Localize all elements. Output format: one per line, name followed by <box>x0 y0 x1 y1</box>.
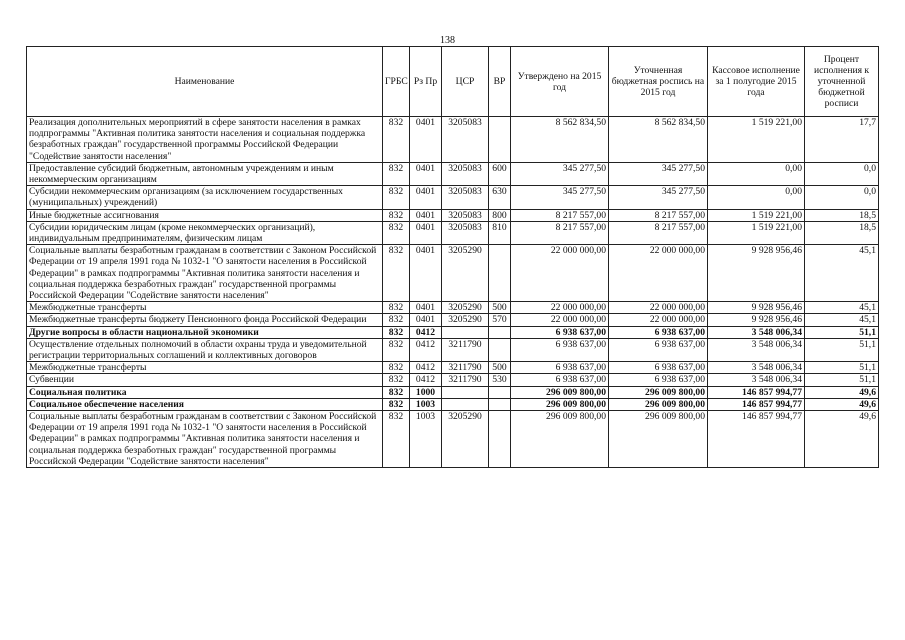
cell-name: Социальные выплаты безработным гражданам в соответствии с Законом Российской Федерации от 19 апреля 1991 года № 1032-1 "О занятости населения в Российской Федерации" в рамках подпрограммы "Активная политика занятости населения и социальная поддержка безработных граждан" государственной программы Российской Федерации "Содействие занятости населения" <box>27 411 383 468</box>
cell-revised: 6 938 637,00 <box>609 362 708 374</box>
cell-rz-pr: 0401 <box>410 314 442 326</box>
table-row <box>27 162 879 185</box>
cell-csr <box>442 326 489 338</box>
cell-revised: 6 938 637,00 <box>609 374 708 386</box>
cell-rz-pr: 0401 <box>410 162 442 185</box>
cell-rz-pr: 0412 <box>410 374 442 386</box>
cell-approved: 6 938 637,00 <box>511 374 609 386</box>
col-header-cash: Кассовое исполнение за 1 полугодие 2015 года <box>708 47 805 117</box>
cell-approved: 6 938 637,00 <box>511 362 609 374</box>
cell-rz-pr: 0401 <box>410 117 442 163</box>
table-row <box>27 221 879 244</box>
cell-vr <box>489 386 511 398</box>
cell-revised: 296 009 800,00 <box>609 411 708 468</box>
cell-cash: 3 548 006,34 <box>708 326 805 338</box>
cell-revised: 345 277,50 <box>609 162 708 185</box>
cell-rz-pr: 0401 <box>410 302 442 314</box>
col-header-approved: Утверждено на 2015 год <box>511 47 609 117</box>
cell-name: Реализация дополнительных мероприятий в сфере занятости населения в рамках подпрограммы "Активная политика занятости населения и социальная поддержка безработных граждан" государственной программы Российской Федерации "Содействие занятости населения" <box>27 117 383 163</box>
cell-revised: 6 938 637,00 <box>609 326 708 338</box>
cell-grbs: 832 <box>383 398 410 410</box>
col-header-revised: Уточненная бюджетная роспись на 2015 год <box>609 47 708 117</box>
cell-grbs: 832 <box>383 162 410 185</box>
cell-vr: 530 <box>489 374 511 386</box>
cell-csr: 3205290 <box>442 302 489 314</box>
cell-rz-pr: 0401 <box>410 245 442 302</box>
table-row <box>27 362 879 374</box>
cell-csr: 3211790 <box>442 338 489 361</box>
cell-csr: 3211790 <box>442 362 489 374</box>
cell-approved: 8 562 834,50 <box>511 117 609 163</box>
cell-grbs: 832 <box>383 245 410 302</box>
cell-grbs: 832 <box>383 411 410 468</box>
cell-grbs: 832 <box>383 186 410 209</box>
table-row <box>27 314 879 326</box>
cell-percent: 0,0 <box>805 162 879 185</box>
cell-cash: 0,00 <box>708 162 805 185</box>
cell-approved: 345 277,50 <box>511 186 609 209</box>
cell-name: Субсидии юридическим лицам (кроме некоммерческих организаций), индивидуальным предпринимателям, физическим лицам <box>27 221 383 244</box>
cell-approved: 296 009 800,00 <box>511 398 609 410</box>
cell-cash: 3 548 006,34 <box>708 362 805 374</box>
cell-rz-pr: 1003 <box>410 398 442 410</box>
col-header-name: Наименование <box>27 47 383 117</box>
cell-approved: 22 000 000,00 <box>511 245 609 302</box>
cell-revised: 22 000 000,00 <box>609 245 708 302</box>
cell-approved: 22 000 000,00 <box>511 302 609 314</box>
cell-name: Осуществление отдельных полномочий в области охраны труда и уведомительной регистрации территориальных соглашений и коллективных договоров <box>27 338 383 361</box>
cell-csr <box>442 398 489 410</box>
cell-csr: 3205290 <box>442 245 489 302</box>
cell-percent: 51,1 <box>805 374 879 386</box>
cell-percent: 17,7 <box>805 117 879 163</box>
cell-grbs: 832 <box>383 362 410 374</box>
cell-rz-pr: 0401 <box>410 209 442 221</box>
cell-rz-pr: 0412 <box>410 338 442 361</box>
table-row <box>27 386 879 398</box>
cell-percent: 45,1 <box>805 314 879 326</box>
cell-grbs: 832 <box>383 386 410 398</box>
cell-name: Межбюджетные трансферты <box>27 362 383 374</box>
table-row <box>27 398 879 410</box>
cell-percent: 51,1 <box>805 326 879 338</box>
cell-name: Другие вопросы в области национальной экономики <box>27 326 383 338</box>
cell-vr: 810 <box>489 221 511 244</box>
cell-vr <box>489 338 511 361</box>
cell-cash: 3 548 006,34 <box>708 338 805 361</box>
table-row <box>27 326 879 338</box>
cell-revised: 345 277,50 <box>609 186 708 209</box>
cell-name: Межбюджетные трансферты бюджету Пенсионного фонда Российской Федерации <box>27 314 383 326</box>
cell-rz-pr: 1000 <box>410 386 442 398</box>
cell-percent: 0,0 <box>805 186 879 209</box>
cell-grbs: 832 <box>383 326 410 338</box>
cell-name: Субсидии некоммерческим организациям (за исключением государственных (муниципальных) учреждений) <box>27 186 383 209</box>
cell-revised: 8 217 557,00 <box>609 209 708 221</box>
cell-percent: 49,6 <box>805 398 879 410</box>
table-row <box>27 374 879 386</box>
table-row <box>27 338 879 361</box>
cell-csr: 3205290 <box>442 314 489 326</box>
cell-name: Субвенции <box>27 374 383 386</box>
cell-vr: 800 <box>489 209 511 221</box>
cell-name: Иные бюджетные ассигнования <box>27 209 383 221</box>
cell-approved: 6 938 637,00 <box>511 326 609 338</box>
cell-name: Предоставление субсидий бюджетным, автономным учреждениям и иным некоммерческим организациям <box>27 162 383 185</box>
cell-cash: 9 928 956,46 <box>708 245 805 302</box>
col-header-csr: ЦСР <box>442 47 489 117</box>
cell-csr: 3211790 <box>442 374 489 386</box>
cell-name: Социальное обеспечение населения <box>27 398 383 410</box>
cell-percent: 18,5 <box>805 209 879 221</box>
budget-table <box>26 46 879 468</box>
cell-revised: 8 217 557,00 <box>609 221 708 244</box>
cell-vr: 630 <box>489 186 511 209</box>
col-header-grbs: ГРБС <box>383 47 410 117</box>
cell-vr <box>489 326 511 338</box>
cell-approved: 296 009 800,00 <box>511 386 609 398</box>
cell-cash: 3 548 006,34 <box>708 374 805 386</box>
cell-approved: 6 938 637,00 <box>511 338 609 361</box>
cell-cash: 0,00 <box>708 186 805 209</box>
col-header-rz-pr: Рз Пр <box>410 47 442 117</box>
cell-revised: 6 938 637,00 <box>609 338 708 361</box>
table-row <box>27 245 879 302</box>
cell-approved: 8 217 557,00 <box>511 209 609 221</box>
cell-percent: 49,6 <box>805 386 879 398</box>
cell-percent: 18,5 <box>805 221 879 244</box>
cell-rz-pr: 0412 <box>410 326 442 338</box>
cell-name: Межбюджетные трансферты <box>27 302 383 314</box>
table-row <box>27 302 879 314</box>
cell-vr: 500 <box>489 362 511 374</box>
col-header-percent: Процент исполнения к уточненной бюджетной росписи <box>805 47 879 117</box>
page-number: 138 <box>440 35 455 46</box>
cell-csr <box>442 386 489 398</box>
cell-csr: 3205083 <box>442 186 489 209</box>
cell-vr: 600 <box>489 162 511 185</box>
cell-cash: 146 857 994,77 <box>708 398 805 410</box>
cell-grbs: 832 <box>383 302 410 314</box>
cell-revised: 22 000 000,00 <box>609 314 708 326</box>
cell-csr: 3205083 <box>442 221 489 244</box>
cell-approved: 22 000 000,00 <box>511 314 609 326</box>
cell-percent: 51,1 <box>805 362 879 374</box>
cell-revised: 22 000 000,00 <box>609 302 708 314</box>
cell-approved: 345 277,50 <box>511 162 609 185</box>
table-header-row <box>27 47 879 117</box>
cell-grbs: 832 <box>383 374 410 386</box>
cell-approved: 8 217 557,00 <box>511 221 609 244</box>
cell-rz-pr: 0412 <box>410 362 442 374</box>
cell-grbs: 832 <box>383 117 410 163</box>
cell-cash: 1 519 221,00 <box>708 209 805 221</box>
cell-rz-pr: 1003 <box>410 411 442 468</box>
cell-vr <box>489 411 511 468</box>
cell-percent: 51,1 <box>805 338 879 361</box>
cell-cash: 146 857 994,77 <box>708 386 805 398</box>
cell-revised: 296 009 800,00 <box>609 386 708 398</box>
cell-grbs: 832 <box>383 221 410 244</box>
cell-approved: 296 009 800,00 <box>511 411 609 468</box>
cell-cash: 1 519 221,00 <box>708 221 805 244</box>
cell-cash: 146 857 994,77 <box>708 411 805 468</box>
cell-percent: 45,1 <box>805 245 879 302</box>
cell-cash: 1 519 221,00 <box>708 117 805 163</box>
cell-csr: 3205083 <box>442 117 489 163</box>
cell-csr: 3205083 <box>442 209 489 221</box>
cell-csr: 3205083 <box>442 162 489 185</box>
cell-grbs: 832 <box>383 338 410 361</box>
cell-rz-pr: 0401 <box>410 186 442 209</box>
cell-vr: 500 <box>489 302 511 314</box>
table-row <box>27 186 879 209</box>
cell-name: Социальная политика <box>27 386 383 398</box>
table-row <box>27 209 879 221</box>
cell-percent: 49,6 <box>805 411 879 468</box>
cell-revised: 296 009 800,00 <box>609 398 708 410</box>
cell-vr <box>489 117 511 163</box>
cell-csr: 3205290 <box>442 411 489 468</box>
cell-vr: 570 <box>489 314 511 326</box>
table-row <box>27 117 879 163</box>
cell-grbs: 832 <box>383 314 410 326</box>
table-row <box>27 411 879 468</box>
cell-vr <box>489 398 511 410</box>
cell-cash: 9 928 956,46 <box>708 314 805 326</box>
cell-rz-pr: 0401 <box>410 221 442 244</box>
cell-percent: 45,1 <box>805 302 879 314</box>
col-header-vr: ВР <box>489 47 511 117</box>
cell-name: Социальные выплаты безработным гражданам в соответствии с Законом Российской Федерации от 19 апреля 1991 года № 1032-1 "О занятости населения в Российской Федерации" в рамках подпрограммы "Активная политика занятости населения и социальная поддержка безработных граждан" государственной программы Российской Федерации "Содействие занятости населения" <box>27 245 383 302</box>
cell-vr <box>489 245 511 302</box>
cell-cash: 9 928 956,46 <box>708 302 805 314</box>
cell-grbs: 832 <box>383 209 410 221</box>
cell-revised: 8 562 834,50 <box>609 117 708 163</box>
